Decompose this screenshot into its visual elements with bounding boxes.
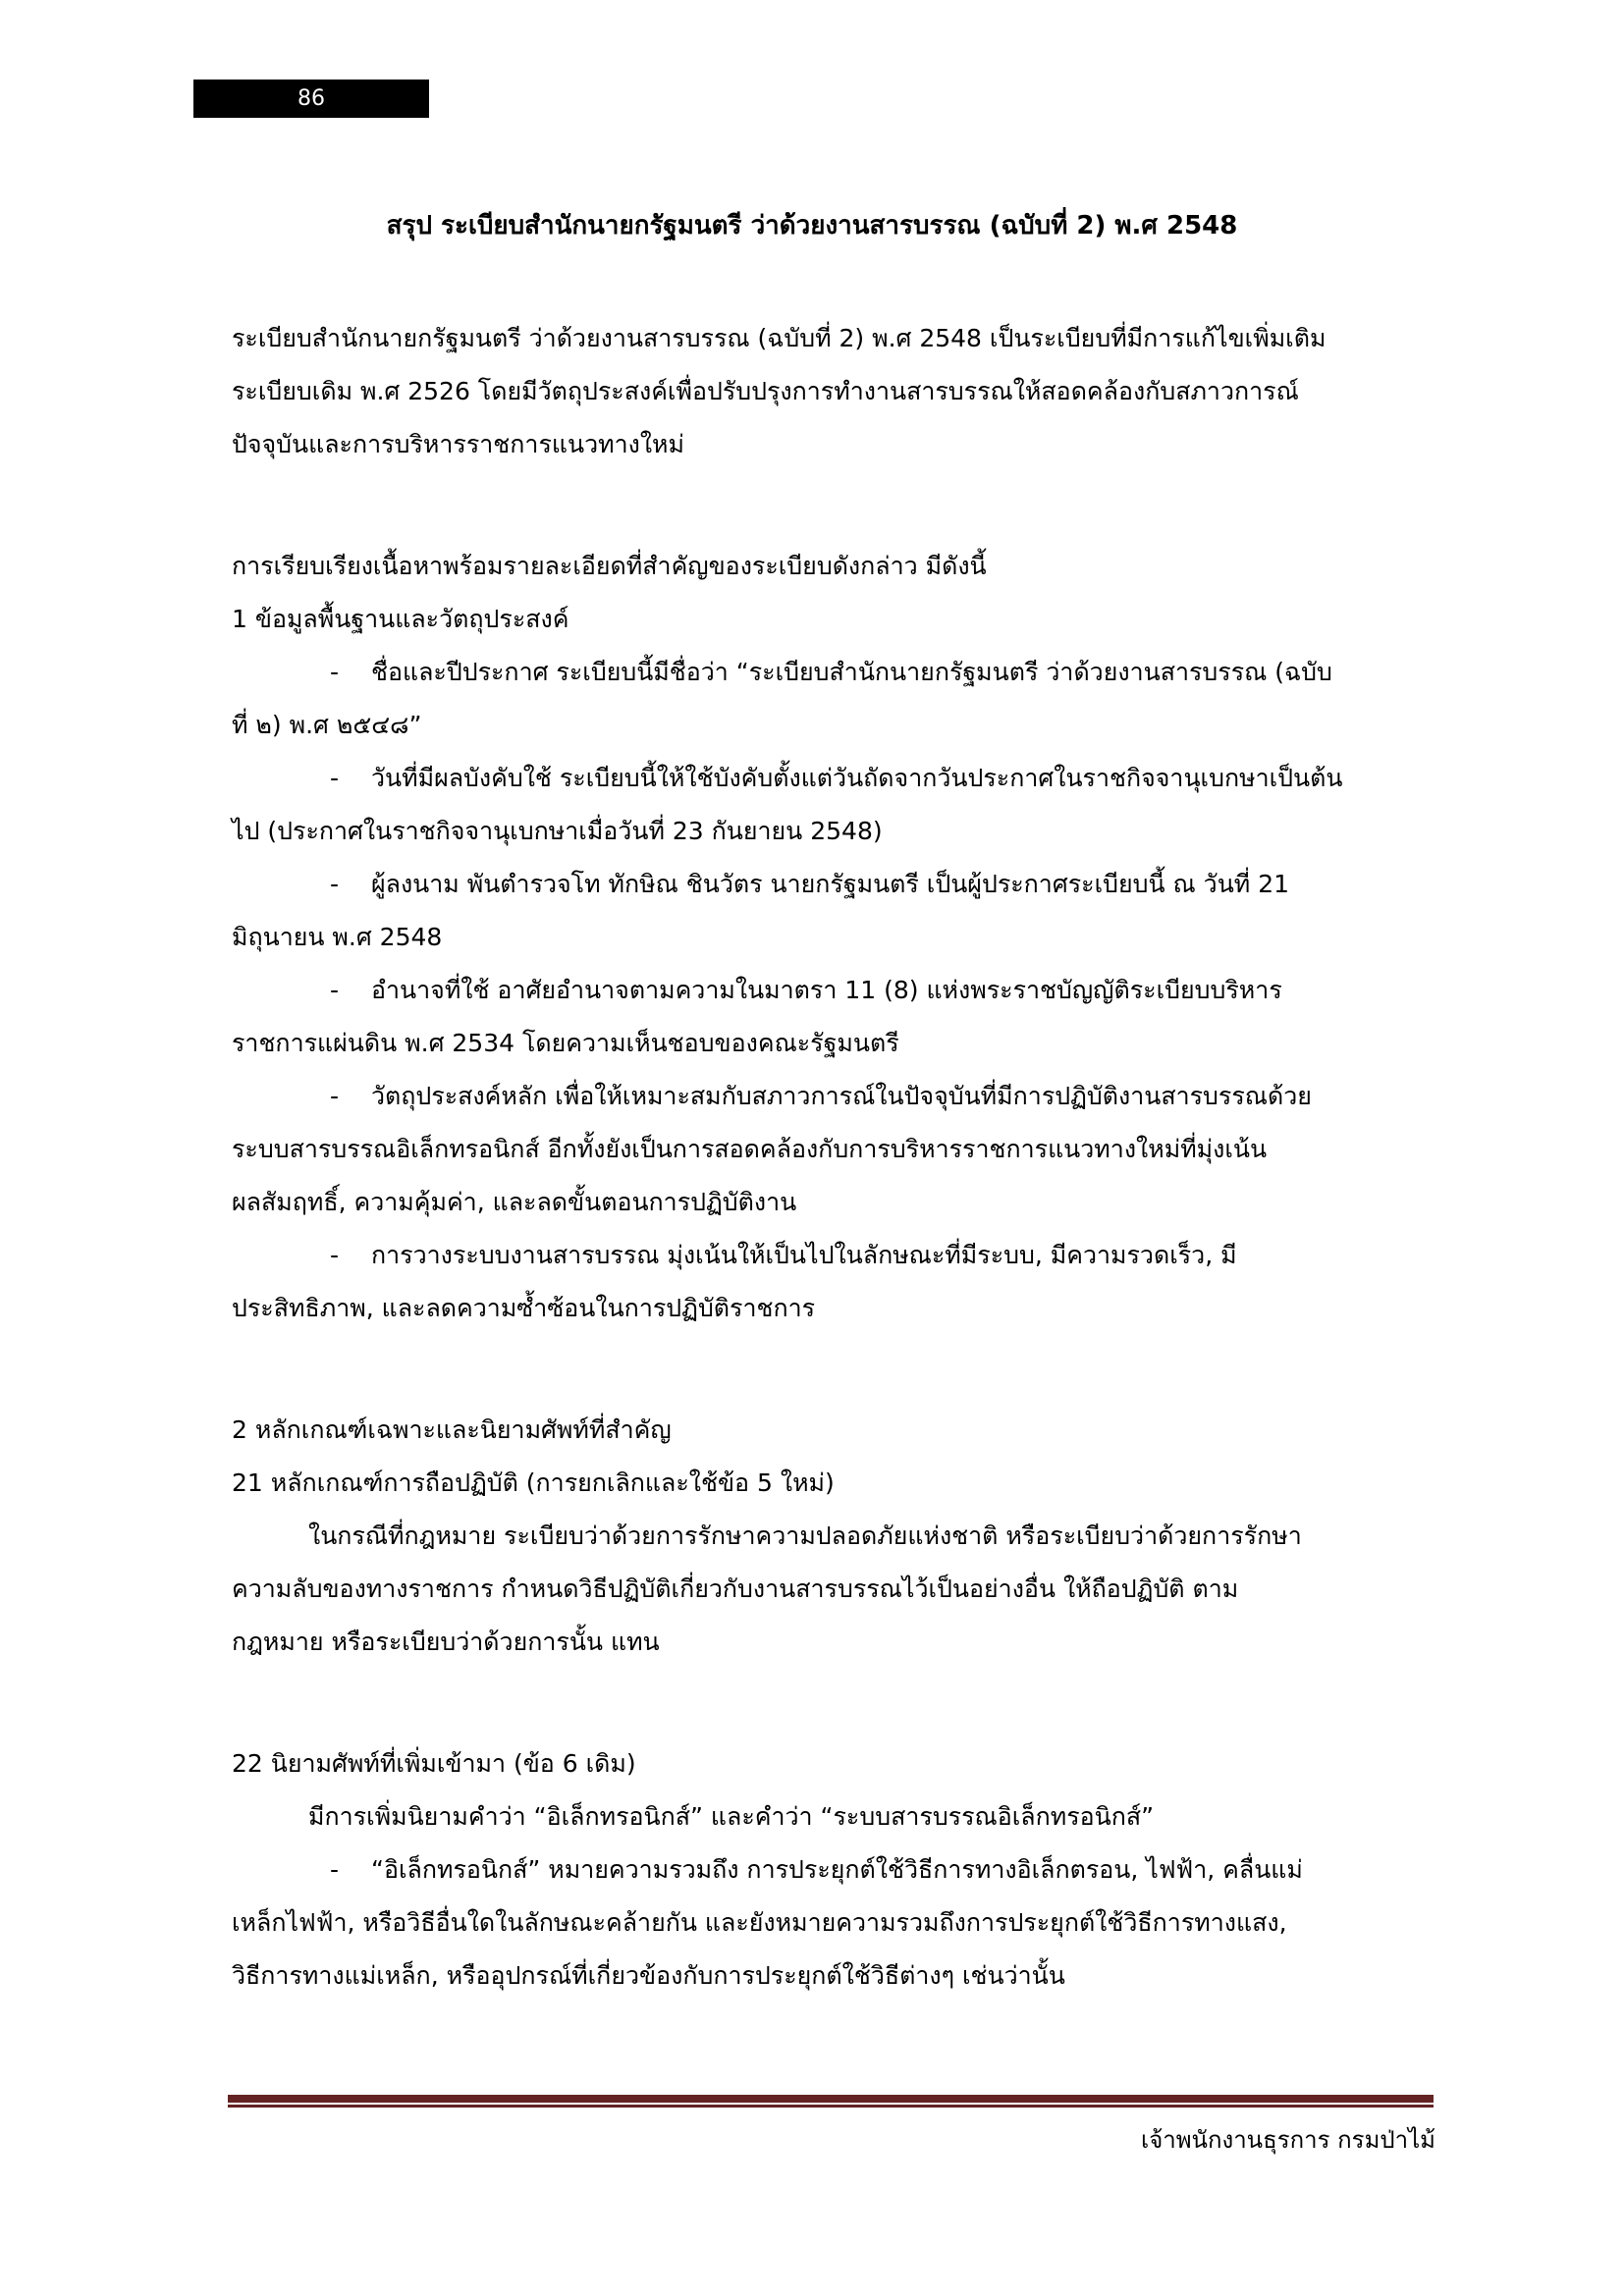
section21-line-2: ความลับของทางราชการ กำหนดวิธีปฏิบัติเกี่ยวกับงานสารบรรณไว้เป็นอย่างอื่น ให้ถือปฏิบัติ ตาม — [232, 1575, 1239, 1603]
footer-rule — [228, 2095, 1434, 2108]
footer-text: เจ้าพนักงานธุรการ กรมป่าไม้ — [1140, 2126, 1435, 2154]
document-title: สรุป ระเบียบสำนักนายกรัฐมนตรี ว่าด้วยงานสารบรรณ (ฉบับที่ 2) พ.ศ 2548 — [386, 211, 1238, 240]
section22-bullet-first — [232, 1843, 1303, 1896]
bullet-5-first — [232, 1070, 1312, 1123]
bullet-dash: - — [330, 764, 340, 792]
bullet-5-text: วัตถุประสงค์หลัก เพื่อให้เหมาะสมกับสภาวการณ์ในปัจจุบันที่มีการปฏิบัติงานสารบรรณด้วย — [371, 1082, 1312, 1110]
bullet-2-cont: ไป (ประกาศในราชกิจจานุเบกษาเมื่อวันที่ 23 กันยายน 2548) — [232, 817, 883, 845]
bullet-dash: - — [330, 1082, 340, 1110]
footer-rule-thick — [228, 2095, 1434, 2103]
intro-line-1: ระเบียบสำนักนายกรัฐมนตรี ว่าด้วยงานสารบรรณ (ฉบับที่ 2) พ.ศ 2548 เป็นระเบียบที่มีการแก้ไขเพิ่มเติม — [232, 324, 1326, 352]
bullet-2-text: วันที่มีผลบังคับใช้ ระเบียบนี้ให้ใช้บังคับตั้งแต่วันถัดจากวันประกาศในราชกิจจานุเบกษาเป็นต้น — [371, 764, 1343, 792]
bullet-dash: - — [330, 1241, 340, 1269]
bullet-2-first — [232, 752, 1342, 805]
footer-rule-thin — [228, 2105, 1434, 2108]
section22-bullet-cont-2: วิธีการทางแม่เหล็ก, หรืออุปกรณ์ที่เกี่ยวข้องกับการประยุกต์ใช้วิธีต่างๆ เช่นว่านั้น — [232, 1961, 1065, 1990]
bullet-3-text: ผู้ลงนาม พันตำรวจโท ทักษิณ ชินวัตร นายกรัฐมนตรี เป็นผู้ประกาศระเบียบนี้ ณ วันที่ 21 — [371, 870, 1290, 898]
intro-line-2: ระเบียบเดิม พ.ศ 2526 โดยมีวัตถุประสงค์เพื่อปรับปรุงการทำงานสารบรรณให้สอดคล้องกับสภาวการณ์ — [232, 377, 1299, 405]
section1-heading: 1 ข้อมูลพื้นฐานและวัตถุประสงค์ — [232, 605, 569, 633]
bullet-6-first — [232, 1229, 1237, 1282]
section21-line-3: กฎหมาย หรือระเบียบว่าด้วยการนั้น แทน — [232, 1628, 660, 1656]
bullet-dash: - — [330, 1855, 340, 1884]
page-number: 86 — [298, 86, 325, 111]
bullet-1-cont: ที่ ๒) พ.ศ ๒๕๔๘” — [232, 711, 422, 739]
bullet-5-cont-2: ผลสัมฤทธิ์, ความคุ้มค่า, และลดขั้นตอนการปฏิบัติงาน — [232, 1188, 797, 1216]
section22-heading: 22 นิยามศัพท์ที่เพิ่มเข้ามา (ข้อ 6 เดิม) — [232, 1749, 636, 1778]
bullet-4-cont: ราชการแผ่นดิน พ.ศ 2534 โดยความเห็นชอบของคณะรัฐมนตรี — [232, 1029, 899, 1057]
lead-in: การเรียบเรียงเนื้อหาพร้อมรายละเอียดที่สำคัญของระเบียบดังกล่าว มีดังนี้ — [232, 552, 987, 580]
bullet-3-first — [232, 858, 1289, 911]
bullet-5-cont-1: ระบบสารบรรณอิเล็กทรอนิกส์ อีกทั้งยังเป็นการสอดคล้องกับการบริหารราชการแนวทางใหม่ที่มุ่งเน้น — [232, 1135, 1268, 1163]
section22-bullet-text: “อิเล็กทรอนิกส์” หมายความรวมถึง การประยุกต์ใช้วิธีการทางอิเล็กตรอน, ไฟฟ้า, คลื่นแม่ — [371, 1855, 1303, 1884]
section22-intro: มีการเพิ่มนิยามคำว่า “อิเล็กทรอนิกส์” และคำว่า “ระบบสารบรรณอิเล็กทรอนิกส์” — [308, 1802, 1155, 1831]
section2-heading: 2 หลักเกณฑ์เฉพาะและนิยามศัพท์ที่สำคัญ — [232, 1415, 672, 1444]
section21-line-1: ในกรณีที่กฎหมาย ระเบียบว่าด้วยการรักษาความปลอดภัยแห่งชาติ หรือระเบียบว่าด้วยการรักษา — [308, 1522, 1302, 1550]
bullet-1-text: ชื่อและปีประกาศ ระเบียบนี้มีชื่อว่า “ระเบียบสำนักนายกรัฐมนตรี ว่าด้วยงานสารบรรณ (ฉบับ — [371, 658, 1332, 686]
bullet-3-cont: มิถุนายน พ.ศ 2548 — [232, 923, 443, 951]
bullet-1-first — [232, 646, 1332, 699]
intro-line-3: ปัจจุบันและการบริหารราชการแนวทางใหม่ — [232, 430, 684, 458]
bullet-6-cont: ประสิทธิภาพ, และลดความซ้ำซ้อนในการปฏิบัติราชการ — [232, 1294, 816, 1322]
bullet-4-text: อำนาจที่ใช้ อาศัยอำนาจตามความในมาตรา 11 (8) แห่งพระราชบัญญัติระเบียบบริหาร — [371, 976, 1282, 1004]
bullet-6-text: การวางระบบงานสารบรรณ มุ่งเน้นให้เป็นไปในลักษณะที่มีระบบ, มีความรวดเร็ว, มี — [371, 1241, 1237, 1269]
bullet-dash: - — [330, 976, 340, 1004]
bullet-dash: - — [330, 870, 340, 898]
section22-bullet-cont-1: เหล็กไฟฟ้า, หรือวิธีอื่นใดในลักษณะคล้ายกัน และยังหมายความรวมถึงการประยุกต์ใช้วิธีการทางแสง, — [232, 1908, 1287, 1937]
bullet-dash: - — [330, 658, 340, 686]
section21-heading: 21 หลักเกณฑ์การถือปฏิบัติ (การยกเลิกและใช้ข้อ 5 ใหม่) — [232, 1468, 835, 1497]
bullet-4-first — [232, 964, 1282, 1017]
page-number-box — [193, 80, 429, 118]
